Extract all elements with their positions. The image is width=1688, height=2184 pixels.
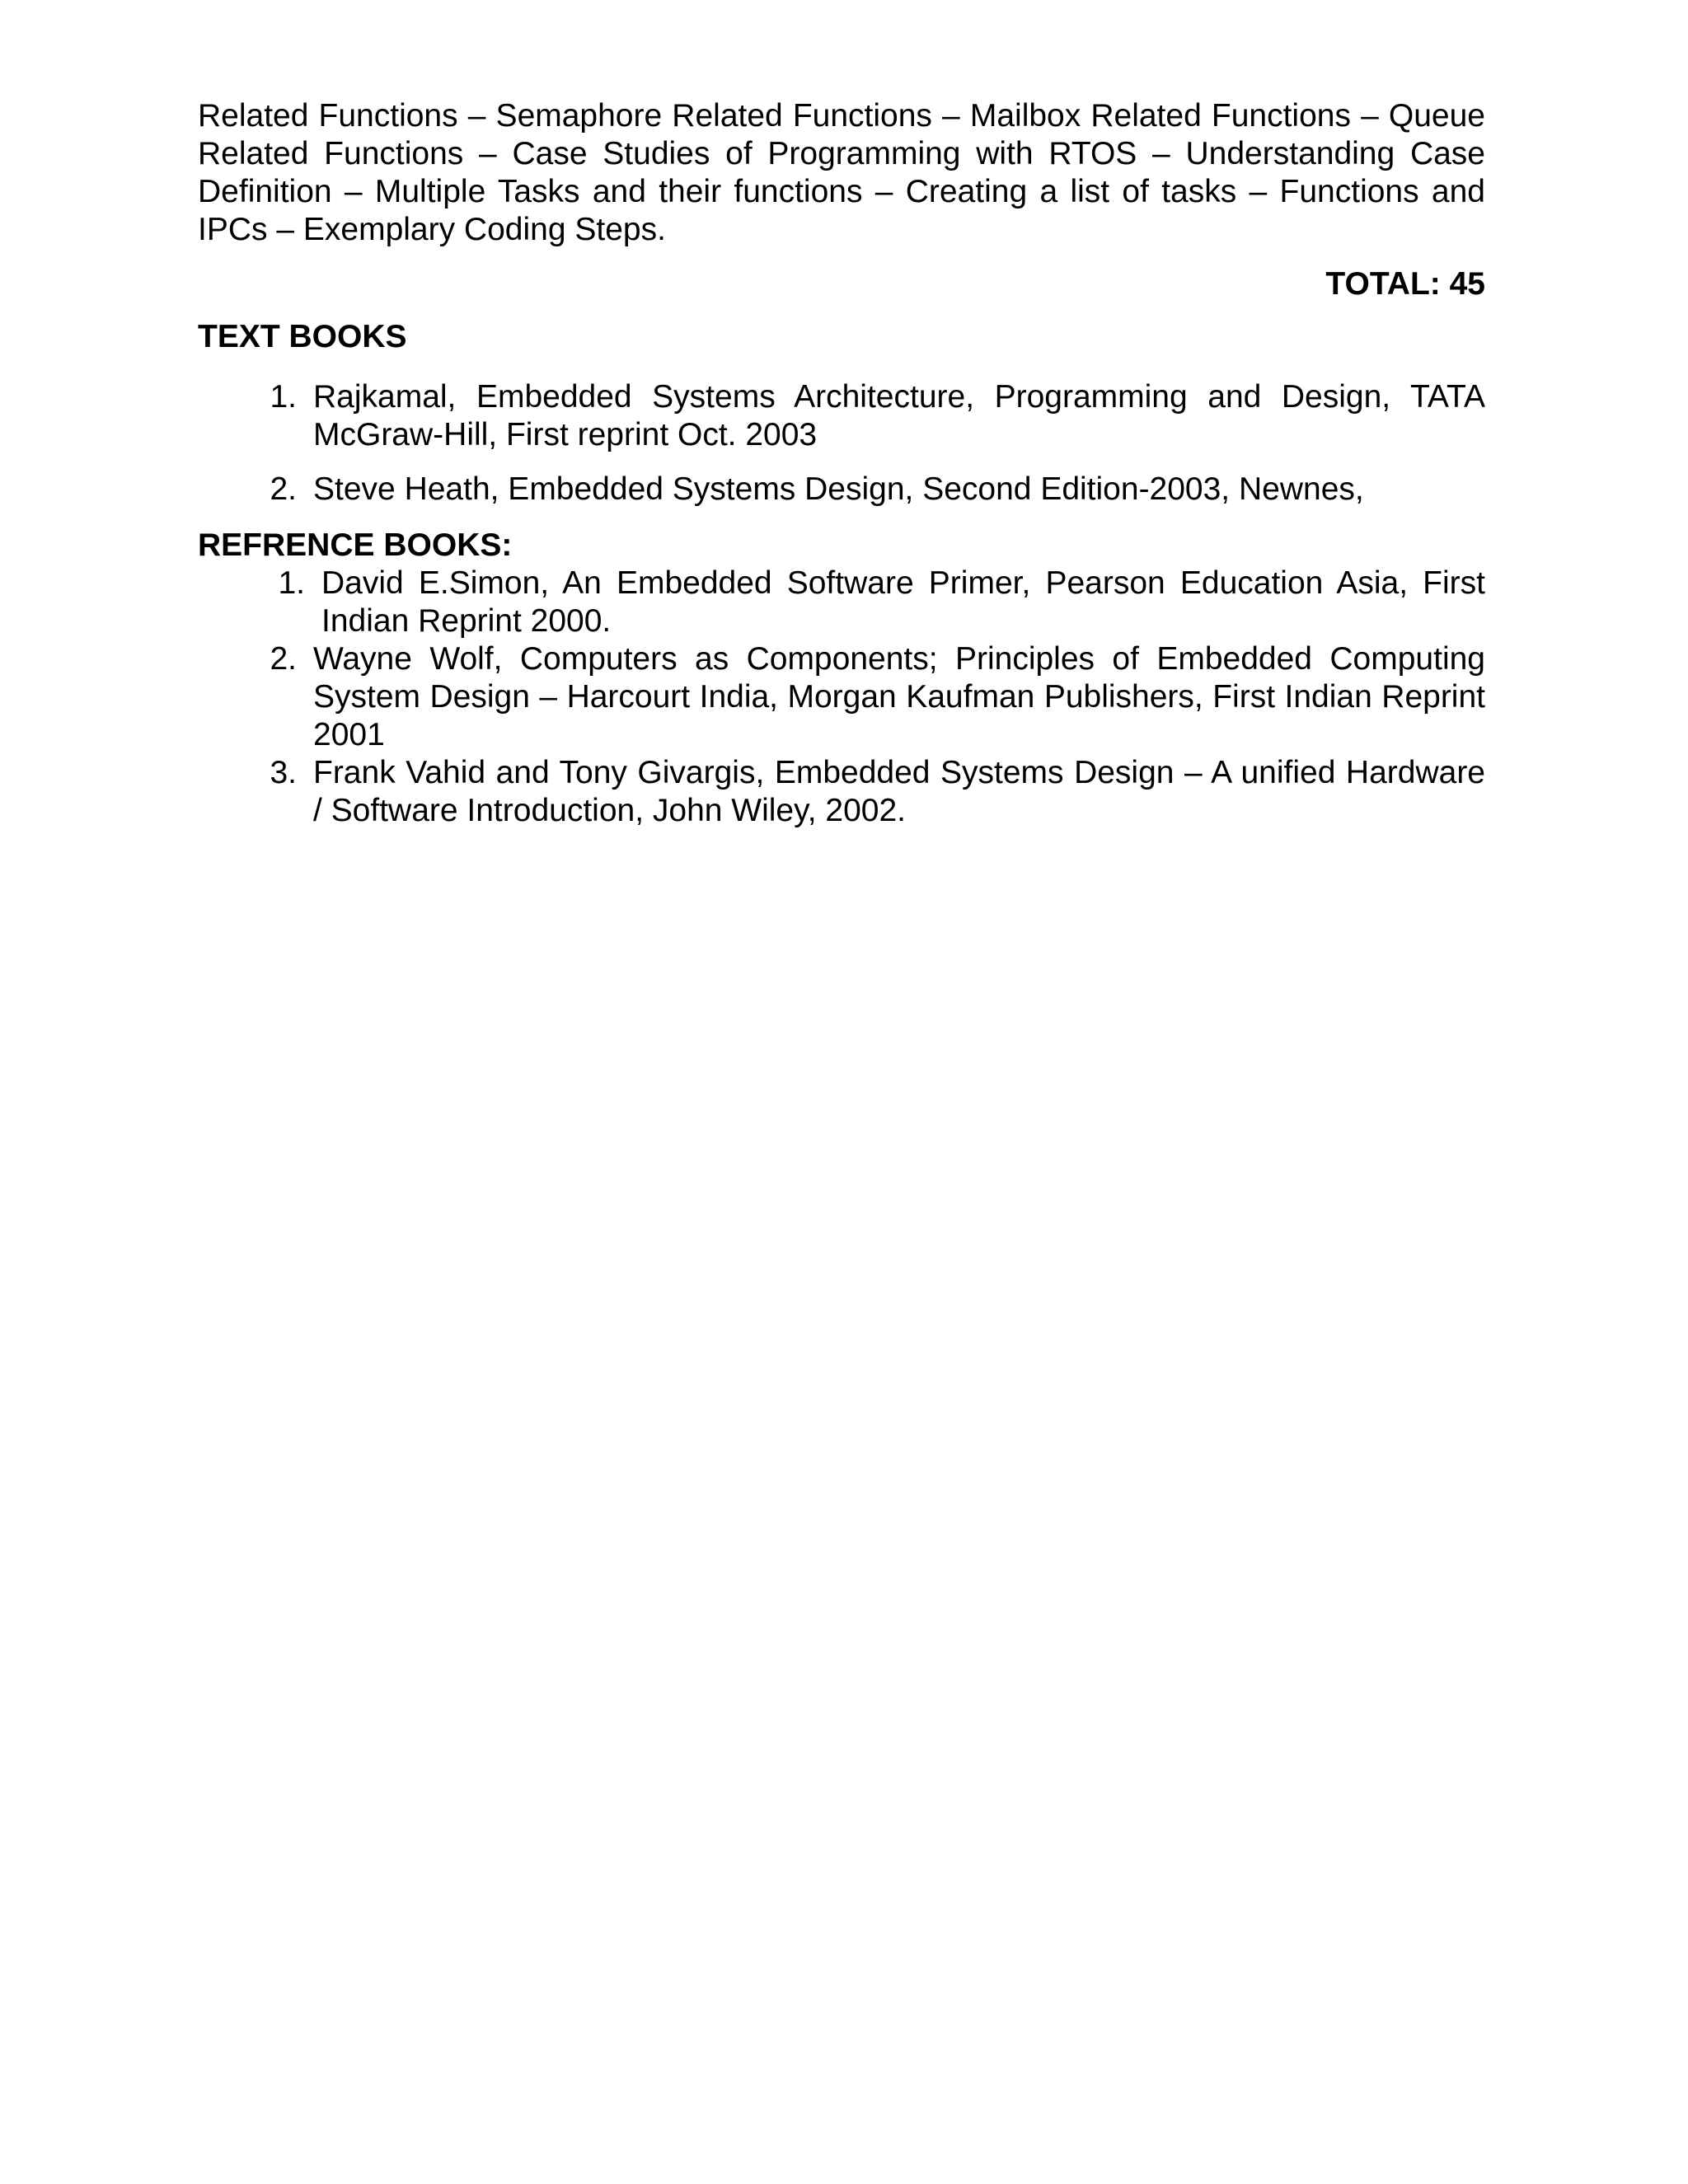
list-item bbox=[198, 565, 1485, 640]
text-books-heading: TEXT BOOKS bbox=[198, 319, 407, 354]
document-page bbox=[198, 97, 1485, 830]
reference-books-heading: REFRENCE BOOKS: bbox=[198, 527, 513, 563]
text-books-list bbox=[198, 378, 1485, 509]
list-item bbox=[198, 754, 1485, 830]
list-item-number: 1. bbox=[270, 379, 297, 415]
list-item-text: Frank Vahid and Tony Givargis, Embedded Systems Design – A unified Hardware / Software Introduction, John Wiley, 2002. bbox=[313, 755, 1485, 828]
list-item-number: 2. bbox=[270, 471, 297, 507]
list-item-number: 1. bbox=[278, 565, 305, 601]
list-item bbox=[198, 640, 1485, 754]
reference-books-list bbox=[198, 565, 1485, 830]
list-item-text: Wayne Wolf, Computers as Components; Principles of Embedded Computing System Design – Harcourt India, Morgan Kaufman Publishers, First Indian Reprint 2001 bbox=[313, 641, 1485, 752]
list-item bbox=[198, 471, 1485, 509]
intro-paragraph: Related Functions – Semaphore Related Functions – Mailbox Related Functions – Queue Related Functions – Case Studies of Programming with RTOS – Understanding Case Definition – Multiple Tasks and their functions – Creating a list of tasks – Functions and IPCs – Exemplary Coding Steps. bbox=[198, 98, 1485, 247]
list-item-text: Steve Heath, Embedded Systems Design, Second Edition-2003, Newnes, bbox=[313, 471, 1364, 507]
list-item-number: 3. bbox=[270, 755, 297, 790]
list-item-text: Rajkamal, Embedded Systems Architecture, Programming and Design, TATA McGraw-Hill, First reprint Oct. 2003 bbox=[313, 379, 1485, 452]
total-hours: TOTAL: 45 bbox=[1325, 266, 1485, 302]
list-item bbox=[198, 378, 1485, 454]
list-item-text: David E.Simon, An Embedded Software Primer, Pearson Education Asia, First Indian Reprint 2000. bbox=[321, 565, 1485, 639]
list-item-number: 2. bbox=[270, 641, 297, 677]
